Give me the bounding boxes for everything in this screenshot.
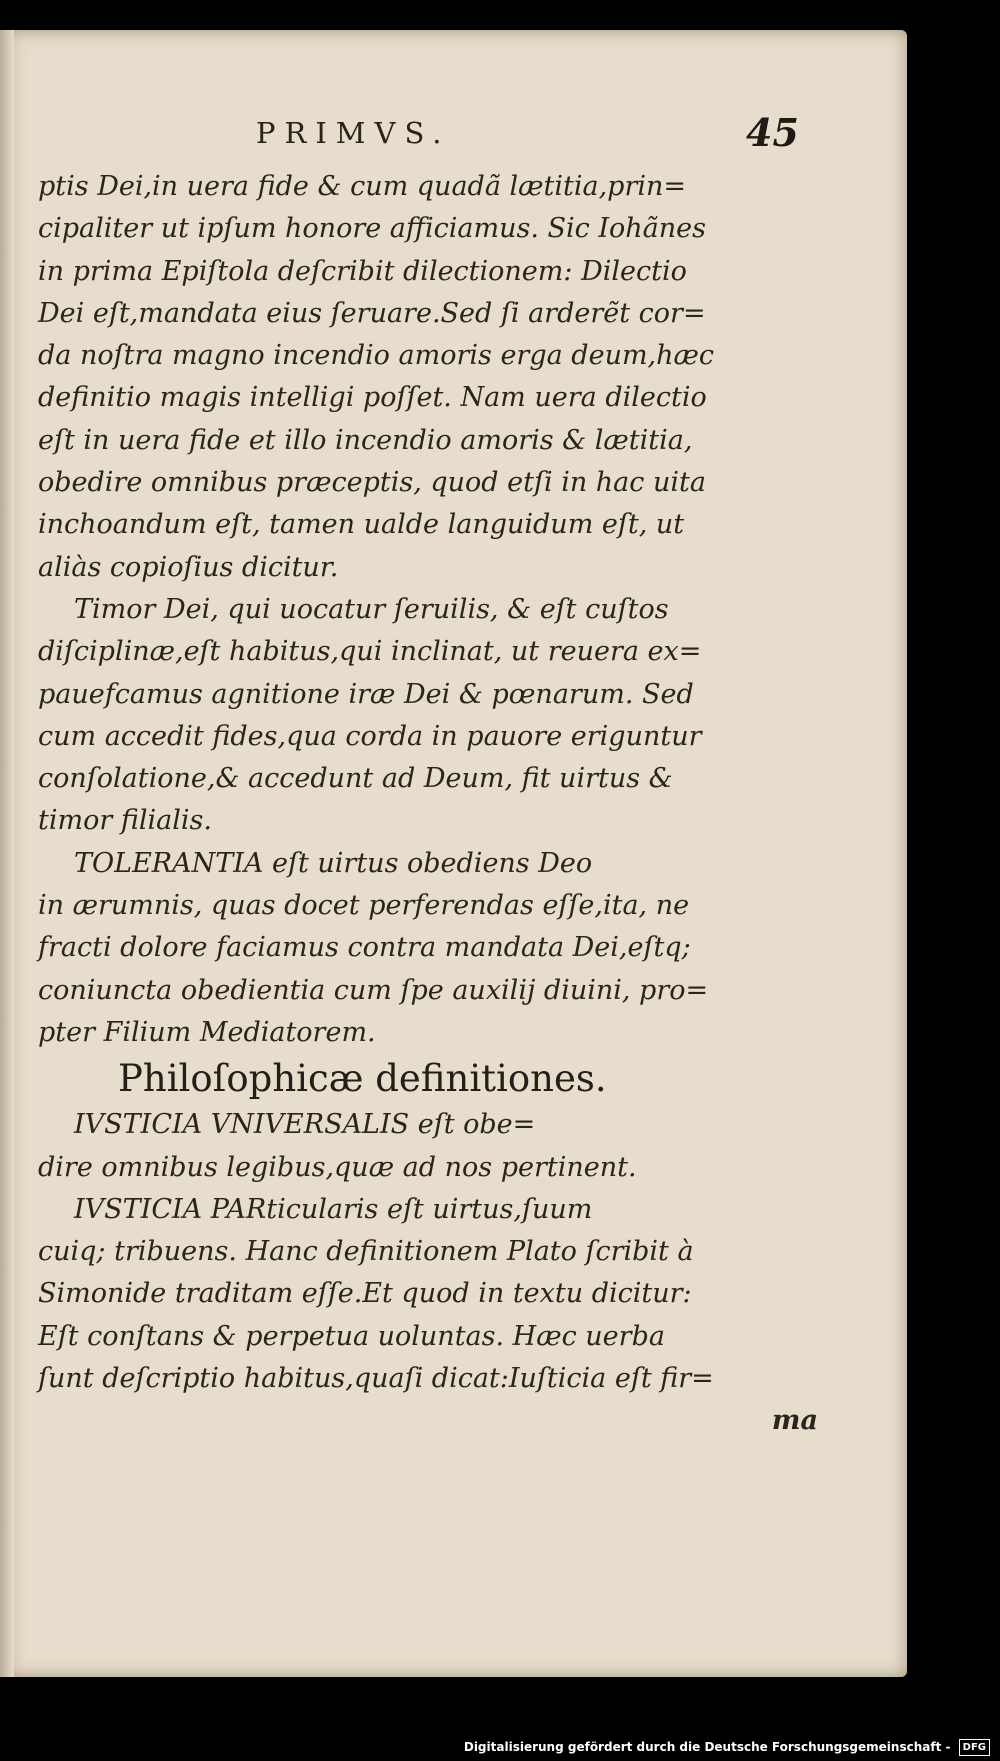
text-line: definitio magis intelligi poſſet. Nam uera dilectio [38, 382, 707, 414]
text-line: da noſtra magno incendio amoris erga deum,hæc [38, 340, 715, 372]
text-line: obedire omnibus præceptis, quod etſi in hac uita [38, 467, 706, 499]
text-line: Dei eſt,mandata eius ſeruare.Sed ſi arderẽt cor= [38, 297, 706, 329]
page-gutter [0, 30, 14, 1677]
running-head: PRIMVS. [256, 116, 451, 150]
text-line: cipaliter ut ipſum honore afficiamus. Sic Iohãnes [38, 213, 706, 245]
section-heading: Philoſophicæ definitiones. [118, 1057, 607, 1101]
text-line: IVSTICIA PARticularis eſt uirtus,ſuum [74, 1193, 593, 1225]
text-line: eſt in uera fide et illo incendio amoris & lætitia, [38, 424, 693, 456]
credit-text: Digitalisierung gefördert durch die Deutsche Forschungsgemeinschaft - [463, 1740, 951, 1754]
text-line: pauefcamus agnitione iræ Dei & pœnarum. Sed [38, 678, 694, 710]
text-line: coniuncta obedientia cum ſpe auxilij diuini, pro= [38, 974, 709, 1006]
digitization-credit [464, 1737, 990, 1757]
dfg-logo: DFG [959, 1739, 990, 1756]
page-header [0, 110, 907, 160]
text-block [38, 166, 844, 1443]
text-line: in ærumnis, quas docet perferendas eſſe,ita, ne [38, 890, 690, 922]
text-line: Simonide traditam eſſe.Et quod in textu dicitur: [38, 1278, 692, 1310]
text-line: inchoandum eſt, tamen ualde languidum eſt, ut [38, 509, 685, 541]
text-line: conſolatione,& accedunt ad Deum, fit uirtus & [38, 763, 673, 795]
text-line: Timor Dei, qui uocatur ſeruilis, & eſt cuſtos [74, 593, 669, 625]
text-line: aliàs copioſius dicitur. [38, 551, 339, 583]
text-line: Eſt conſtans & perpetua uoluntas. Hæc uerba [38, 1320, 665, 1352]
text-line: cuiq; tribuens. Hanc definitionem Plato ſcribit à [38, 1236, 694, 1268]
text-line: ſunt deſcriptio habitus,quaſi dicat:Iuſticia eſt fir= [38, 1363, 714, 1395]
text-line: fracti dolore faciamus contra mandata Dei,eſtq; [38, 932, 691, 964]
catchword: ma [771, 1405, 818, 1437]
text-line: dire omnibus legibus,quæ ad nos pertinent. [38, 1151, 637, 1183]
text-line: IVSTICIA VNIVERSALIS eſt obe= [74, 1109, 536, 1141]
text-line: cum accedit fides,qua corda in pauore eriguntur [38, 720, 702, 752]
text-line: timor filialis. [38, 805, 212, 837]
text-line: pter Filium Mediatorem. [38, 1016, 376, 1048]
page-number: 45 [746, 110, 799, 155]
text-line: diſciplinæ,eſt habitus,qui inclinat, ut reuera ex= [38, 636, 702, 668]
text-line: ptis Dei,in uera fide & cum quadã lætitia,prin= [38, 171, 687, 202]
text-line: TOLERANTIA eſt uirtus obediens Deo [74, 847, 593, 879]
text-line: in prima Epiſtola deſcribit dilectionem: Dilectio [38, 255, 687, 287]
